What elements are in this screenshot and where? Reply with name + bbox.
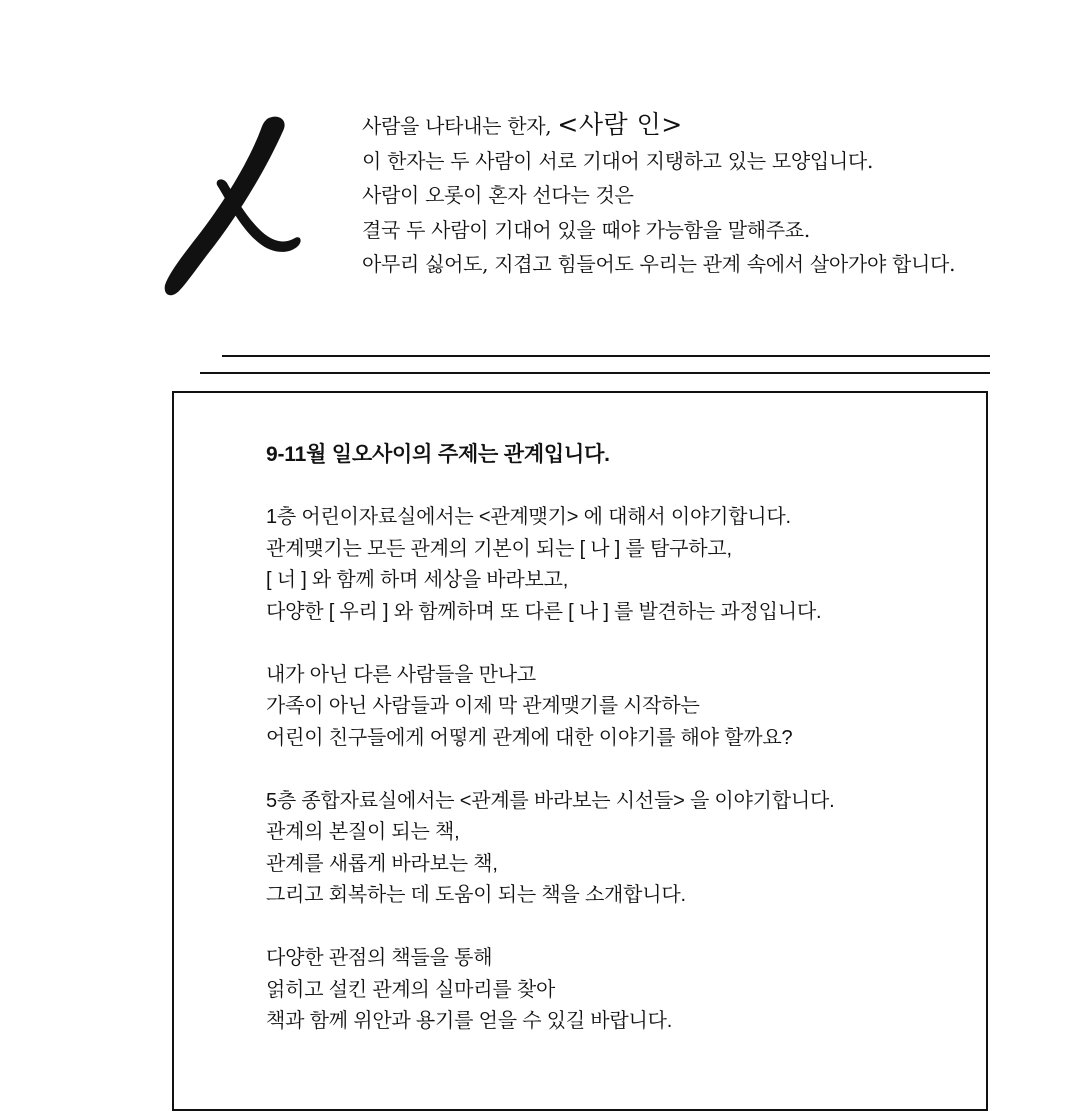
intro-line: 사람이 오롯이 혼자 선다는 것은 [362,183,634,207]
paragraph-line: 얽히고 설킨 관계의 실마리를 찾아 [266,978,556,1001]
hanja-in-calligraphy [155,105,315,305]
panel-content [266,439,966,1069]
paragraph-question [266,660,966,755]
paragraph-line: 가족이 아닌 사람들과 이제 막 관계맺기를 시작하는 [266,695,700,717]
header [0,0,1080,340]
paragraph-line: 관계맺기는 모든 관계의 기본이 되는 [ 나 ] 를 탐구하고, [266,537,732,560]
intro-text [362,108,1062,282]
intro-line: 사람을 나타내는 한자, <사람 인> [362,110,683,139]
intro-line: 아무리 싫어도, 지겹고 힘들어도 우리는 관계 속에서 살아가야 합니다. [362,252,956,276]
panel-title: 9-11월 일오사이의 주제는 관계입니다. [266,443,610,466]
intro-line: 결국 두 사람이 기대어 있을 때야 가능함을 말해주죠. [362,217,810,242]
paragraph-line: 5층 종합자료실에서는 <관계를 바라보는 시선들> 을 이야기합니다. [266,789,835,812]
paragraph-line: 책과 함께 위안과 용기를 얻을 수 있길 바랍니다. [266,1010,673,1032]
paragraph-line: 다양한 관점의 책들을 통해 [266,947,493,969]
paragraph-closing [266,943,966,1038]
paragraph-line: 내가 아닌 다른 사람들을 만나고 [266,663,536,686]
divider-line [222,355,990,357]
topic-panel [172,391,988,1111]
paragraph-line: [ 너 ] 와 함께 하며 세상을 바라보고, [266,569,569,591]
intro-emphasis: <사람 인> [557,110,683,139]
paragraph-line: 관계를 새롭게 바라보는 책, [266,852,498,875]
paragraph-children-room [266,502,966,628]
paragraph-line: 관계의 본질이 되는 책, [266,821,460,843]
paragraph-line: 1층 어린이자료실에서는 <관계맺기> 에 대해서 이야기합니다. [266,506,791,528]
intro-line: 이 한자는 두 사람이 서로 기대어 지탱하고 있는 모양입니다. [362,148,873,173]
divider-line [200,372,990,374]
paragraph-general-room [266,786,966,912]
paragraph-line: 어린이 친구들에게 어떻게 관계에 대한 이야기를 해야 할까요? [266,726,793,749]
paragraph-line: 그리고 회복하는 데 도움이 되는 책을 소개합니다. [266,884,686,906]
paragraph-line: 다양한 [ 우리 ] 와 함께하며 또 다른 [ 나 ] 를 발견하는 과정입니다. [266,600,822,623]
